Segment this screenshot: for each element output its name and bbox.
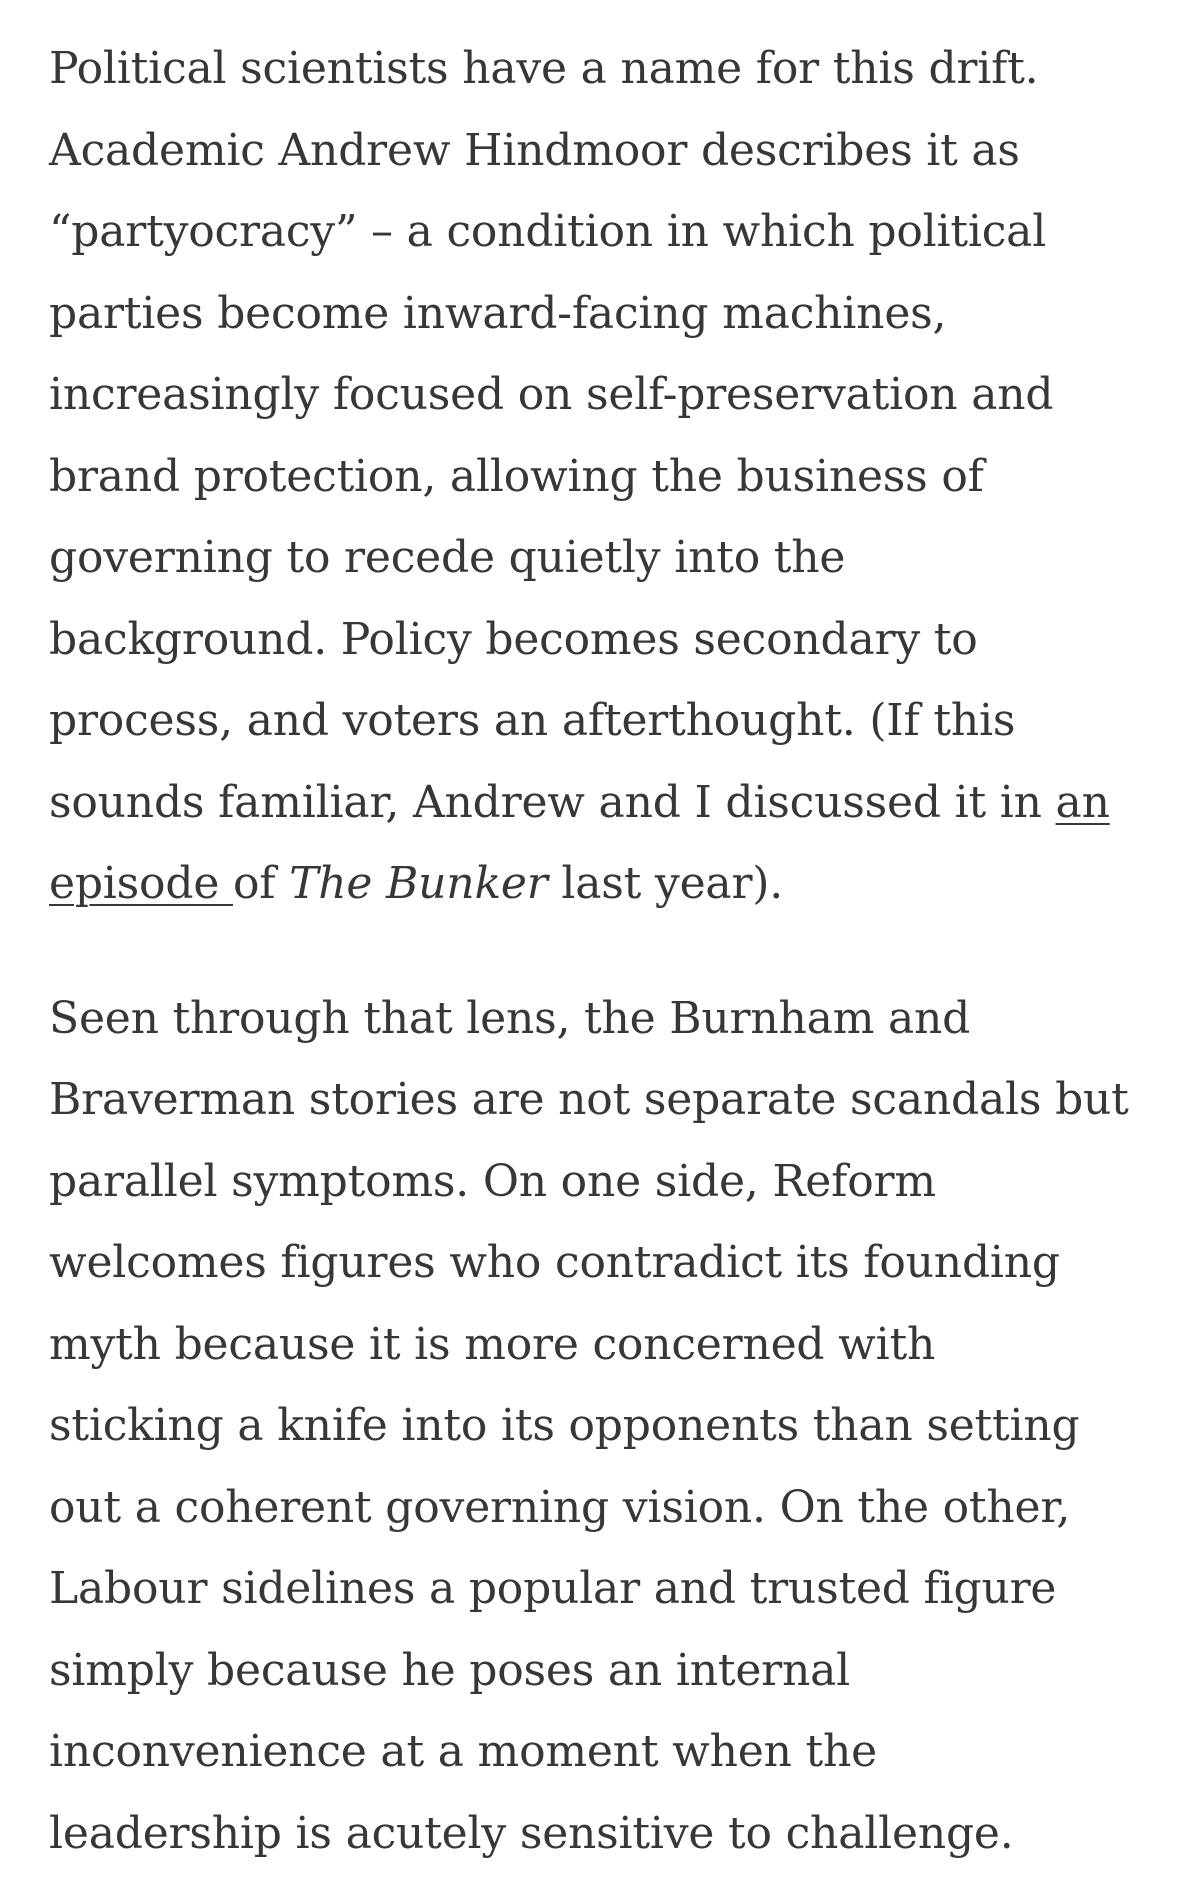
text-line: brand protection, allowing the business of [49, 450, 984, 502]
paragraph-symptoms [49, 978, 1161, 1875]
show-title: The Bunker [289, 858, 548, 909]
text-line: myth because it is more concerned with [49, 1318, 936, 1370]
episode-link[interactable]: an [1055, 776, 1110, 828]
text-line: Political scientists have a name for this drift. [49, 43, 1039, 94]
text-line: “partyocracy” – a condition in which political [49, 206, 1047, 257]
text-line: Labour sidelines a popular and trusted figure [49, 1563, 1057, 1614]
text-line: out a coherent governing vision. On the other, [49, 1481, 1071, 1533]
text-line: leadership is acutely sensitive to challenge. [49, 1807, 1014, 1859]
text-line-with-link [49, 843, 1161, 925]
text-line: Seen through that lens, the Burnham and [49, 992, 971, 1044]
text-line: simply because he poses an internal [49, 1644, 851, 1696]
text-segment: last year). [547, 858, 784, 909]
text-line: governing to recede quietly into the [49, 532, 846, 583]
text-line: Academic Andrew Hindmoor describes it as [49, 124, 1020, 176]
text-line-with-link [49, 762, 1161, 844]
text-line: welcomes figures who contradict its founding [49, 1237, 1060, 1288]
text-segment: of [232, 858, 290, 909]
text-line: background. Policy becomes secondary to [49, 613, 978, 665]
text-line: Braverman stories are not separate scandals but [49, 1074, 1129, 1125]
text-line: sticking a knife into its opponents than setting [49, 1400, 1080, 1451]
text-line: inconvenience at a moment when the [49, 1726, 877, 1777]
text-segment: sounds familiar, Andrew and I discussed it in [49, 776, 1056, 828]
text-line: parties become inward-facing machines, [49, 287, 947, 339]
text-line: process, and voters an afterthought. (If this [49, 695, 1016, 746]
episode-link[interactable]: episode [49, 858, 233, 909]
text-line: increasingly focused on self-preservation and [49, 369, 1054, 420]
paragraph-hindmoor [49, 28, 1161, 925]
text-line: parallel symptoms. On one side, Reform [49, 1155, 936, 1207]
article-body [49, 28, 1161, 1874]
